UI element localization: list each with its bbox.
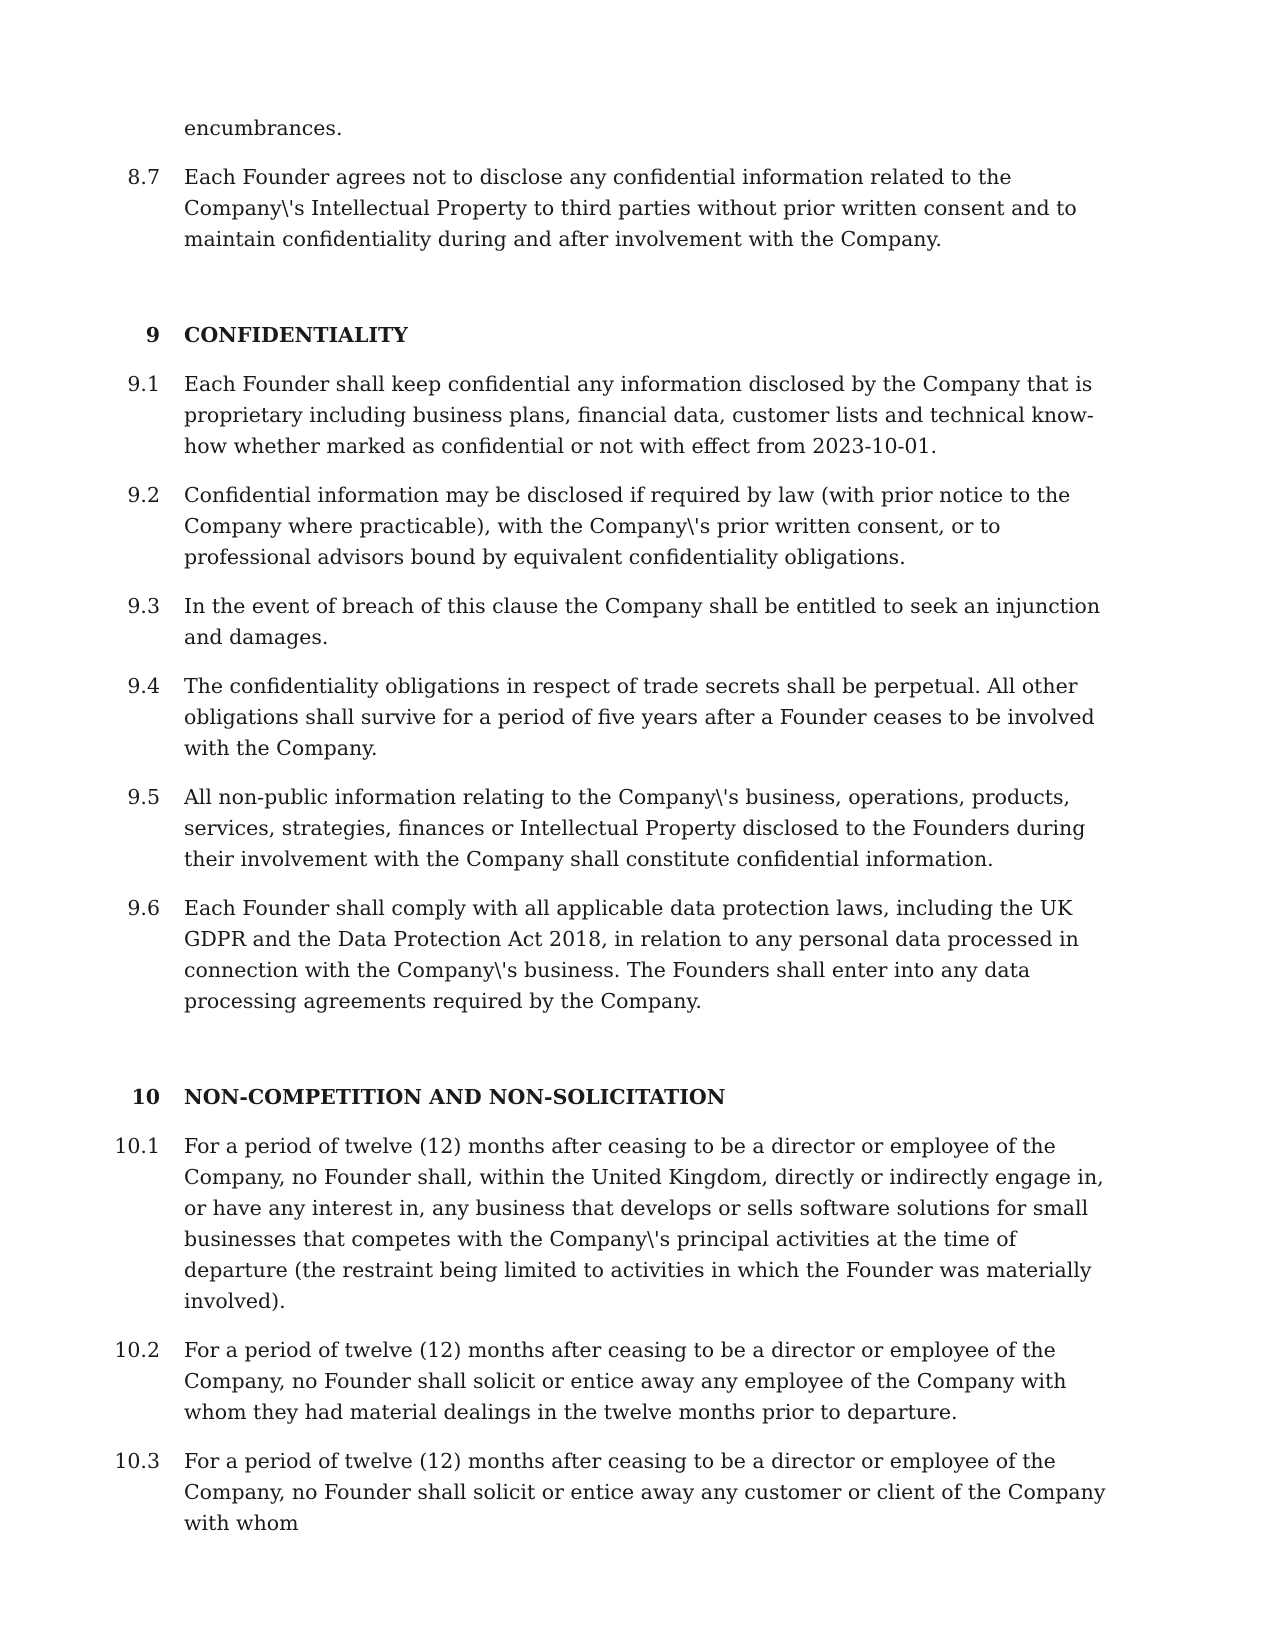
section-heading-confidentiality	[0, 320, 1125, 351]
continued-clause-fragment	[0, 113, 1125, 144]
clause-8-7	[0, 162, 1125, 255]
section-number: 9	[145, 323, 160, 347]
clause-number: 9.1	[127, 372, 160, 396]
section-title: NON-COMPETITION AND NON-SOLICITATION	[184, 1085, 726, 1109]
clause-text: Each Founder shall keep confidential any information disclosed by the Company that is proprietary including business plans, financial data, customer lists and technical know-how whether marked as confidential or not with effect from 2023-10-01.	[184, 372, 1094, 458]
clause-text: For a period of twelve (12) months after ceasing to be a director or employee of the Company, no Founder shall solicit or entice away any employee of the Company with whom they had material dealings in the twelve months prior to departure.	[184, 1338, 1067, 1424]
clause-text: Each Founder shall comply with all applicable data protection laws, including the UK GDPR and the Data Protection Act 2018, in relation to any personal data processed in connection with the Company\'s business. The Founders shall enter into any data processing agreements required by the Company.	[184, 896, 1079, 1013]
clause-9-5	[0, 782, 1125, 875]
clause-9-2	[0, 480, 1125, 573]
section-spacer	[0, 1035, 1125, 1082]
clause-9-3	[0, 591, 1125, 653]
clause-text: For a period of twelve (12) months after ceasing to be a director or employee of the Company, no Founder shall, within the United Kingdom, directly or indirectly engage in, or have any interest in, any business that develops or sells software solutions for small businesses that competes with the Company\'s principal activities at the time of departure (the restraint being limited to activities in which the Founder was materially involved).	[184, 1134, 1104, 1313]
section-number: 10	[131, 1085, 160, 1109]
clause-number: 9.3	[127, 594, 160, 618]
clause-text: Confidential information may be disclosed if required by law (with prior notice to the Company where practicable), with the Company\'s prior written consent, or to professional advisors bound by equivalent confidentiality obligations.	[184, 483, 1071, 569]
clause-10-1	[0, 1131, 1125, 1317]
section-spacer	[0, 273, 1125, 320]
clause-text: In the event of breach of this clause the Company shall be entitled to seek an injunction and damages.	[184, 594, 1101, 649]
section-heading-non-competition	[0, 1082, 1125, 1113]
clause-number: 10.3	[114, 1449, 160, 1473]
clause-number: 9.5	[127, 785, 160, 809]
clause-number: 8.7	[127, 165, 160, 189]
clause-text: encumbrances.	[184, 116, 343, 140]
clause-text: For a period of twelve (12) months after ceasing to be a director or employee of the Company, no Founder shall solicit or entice away any customer or client of the Company with whom	[184, 1449, 1106, 1535]
section-title: CONFIDENTIALITY	[184, 323, 408, 347]
clause-text: Each Founder agrees not to disclose any confidential information related to the Company\'s Intellectual Property to third parties without prior written consent and to maintain confidentiality during and after involvement with the Company.	[184, 165, 1077, 251]
clause-number: 10.1	[114, 1134, 160, 1158]
clause-text: The confidentiality obligations in respect of trade secrets shall be perpetual. All other obligations shall survive for a period of five years after a Founder ceases to be involved with the Company.	[184, 674, 1095, 760]
clause-9-1	[0, 369, 1125, 462]
clause-9-6	[0, 893, 1125, 1017]
clause-10-3	[0, 1446, 1125, 1539]
clause-text: All non-public information relating to the Company\'s business, operations, products, services, strategies, finances or Intellectual Property disclosed to the Founders during their involvement with the Company shall constitute confidential information.	[184, 785, 1086, 871]
clause-number: 10.2	[114, 1338, 160, 1362]
clause-9-4	[0, 671, 1125, 764]
clause-number: 9.6	[127, 896, 160, 920]
clause-number: 9.2	[127, 483, 160, 507]
clause-10-2	[0, 1335, 1125, 1428]
clause-number: 9.4	[127, 674, 160, 698]
